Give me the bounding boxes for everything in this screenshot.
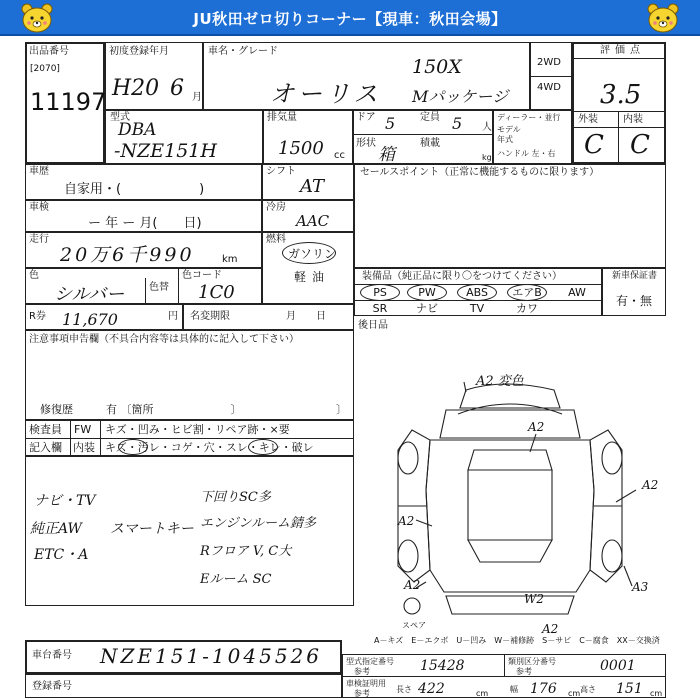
drive-4wd: 4WD: [537, 82, 561, 93]
doors-label: ドア: [356, 112, 376, 123]
load-unit: kg: [482, 153, 492, 162]
score-value: 3.5: [600, 80, 642, 110]
color-code-value: 1C0: [198, 282, 235, 303]
spec-cert-label: 車検証明用: [346, 679, 386, 688]
usage-value: 自家用・( ): [64, 182, 205, 197]
hand-note: スマートキー: [110, 521, 194, 537]
capacity-unit: 人: [482, 122, 492, 133]
inspection-label: 車検: [29, 202, 49, 213]
mark-circle: [118, 439, 148, 455]
lot-number: 11197: [30, 88, 107, 116]
sales-point-cell: [354, 164, 666, 268]
record-items: キズ・汚レ・コゲ・穴・スレ・キレ・破レ: [105, 441, 314, 454]
equipment-item: AW: [568, 286, 586, 299]
lot-sub: [2070]: [30, 64, 60, 74]
inspect-fw: FW: [74, 423, 92, 436]
hand-note: エンジンルーム錆多: [200, 516, 317, 531]
inspector-label: 検査員: [29, 423, 62, 436]
capacity-value: 5: [452, 114, 463, 133]
hand-note: 純正AW: [30, 521, 82, 537]
height-label: 高さ: [580, 685, 596, 694]
recycle-label: R券: [29, 311, 46, 322]
damage-mark: A2: [528, 420, 545, 434]
equipment-circle: [360, 284, 400, 301]
reg-month-unit: 月: [192, 92, 202, 103]
damage-mark: A2: [398, 514, 415, 528]
damage-legend: A－キズ E－エクボ U－凹み W－補修跡 S－サビ C－腐食 XX－交換済: [374, 636, 660, 645]
mileage-unit: km: [222, 254, 238, 265]
displacement-value: 1500: [278, 138, 324, 159]
equipment-item: ABS: [466, 286, 488, 299]
mileage-label: 走行: [29, 234, 49, 245]
capacity-label: 定員: [420, 112, 440, 123]
damage-mark: A3: [632, 580, 649, 594]
model-year-label: モデル: [497, 125, 521, 134]
repair-bracket-end: 〕: [336, 403, 347, 416]
ac-value: AAC: [296, 212, 330, 230]
notes-label: 注意事項申告欄（不具合内容等は具体的に記入して下さい）: [29, 334, 299, 345]
height-value: 151: [616, 681, 643, 697]
color-value: シルバー: [54, 284, 125, 305]
inspection-value: ー 年 ー 月( 日): [88, 216, 202, 231]
hand-note: ETC・A: [34, 547, 89, 563]
bear-mascot-icon: [646, 2, 680, 34]
handle-label: ハンドル 左・右: [497, 149, 556, 158]
displacement-unit: cc: [334, 150, 345, 161]
color-label: 色: [29, 270, 39, 281]
header-title: JU秋田ゼロ切りコーナー【現車：秋田会場】: [193, 10, 507, 28]
equipment-circle: [407, 284, 447, 301]
equipment-item: カワ: [516, 302, 538, 315]
width-value: 176: [530, 681, 557, 697]
interior-grade: C: [630, 130, 650, 160]
reg-month: 6: [170, 76, 184, 101]
equipment-item: [555, 301, 599, 317]
model-grade-1: 150X: [412, 56, 462, 78]
fuel-diesel: 軽油: [294, 270, 331, 284]
damage-mark: W2: [524, 592, 544, 606]
color-tone-label: 色替: [149, 282, 169, 293]
width-unit: cm: [568, 689, 581, 698]
repair-value: 有 〔箇所 〕: [106, 403, 242, 416]
hand-note: ナビ・TV: [34, 493, 96, 509]
shift-value: AT: [300, 176, 325, 197]
hand-note: Eルーム SC: [200, 572, 272, 587]
spec-class-sub: 参考: [516, 667, 532, 676]
equipment-circle: [507, 284, 547, 301]
length-value: 422: [418, 681, 445, 697]
length-unit: cm: [476, 689, 489, 698]
height-unit: cm: [650, 689, 663, 698]
ac-label: 冷房: [266, 202, 286, 213]
lot-label: 出品番号: [29, 46, 69, 57]
record-label: 記入欄: [29, 441, 62, 454]
length-label: 長さ: [396, 685, 412, 694]
spec-type-label: 型式指定番号: [346, 657, 394, 666]
warranty-value: 有・無: [616, 294, 653, 308]
equipment-item: ナビ: [416, 302, 438, 315]
registration-cell: [25, 674, 342, 698]
shape-label: 形状: [356, 138, 376, 149]
hand-note: Rフロア V, C大: [200, 544, 292, 559]
header-bar: [0, 0, 700, 36]
warranty-label: 新車保証書: [612, 271, 658, 281]
reg-year-label: 初度登録年月: [109, 46, 169, 57]
spec-type-value: 15428: [420, 658, 465, 674]
mark-circle: [248, 439, 278, 455]
equipment-item: PS: [373, 286, 387, 299]
score-label: 評価点: [600, 45, 645, 56]
model-label: 車名・グレード: [208, 46, 278, 57]
record-sub: 内装: [73, 441, 95, 454]
spec-class-label: 類別区分番号: [508, 657, 556, 666]
interior-label: 内装: [623, 114, 643, 125]
equipment-item: エアB: [512, 286, 542, 299]
equipment-label: 装備品（純正品に限り〇をつけてください）: [362, 271, 562, 282]
fuel-label: 燃料: [266, 234, 286, 245]
usage-label: 車歴: [29, 166, 49, 177]
rename-label: 名変期限: [190, 311, 230, 322]
damage-mark: A2: [542, 622, 559, 636]
sales-point-label: セールスポイント（正常に機能するものに限ります）: [360, 167, 600, 178]
displacement-label: 排気量: [267, 112, 297, 123]
reg-year-era: H20: [112, 76, 160, 101]
spare-label: スペア: [402, 621, 426, 630]
shift-label: シフト: [266, 166, 296, 177]
mileage-value: 20万6千990: [60, 244, 195, 266]
shape-value: 箱: [378, 145, 395, 165]
chassis-number: NZE151-1045526: [100, 644, 322, 668]
recycle-value: 11,670: [62, 310, 118, 329]
rename-value: 月 日: [286, 311, 326, 322]
type-line-1: DBA: [118, 120, 157, 140]
equipment-item: TV: [469, 302, 485, 315]
drive-2wd: 2WD: [537, 57, 561, 68]
repair-label: 修復歴: [40, 403, 73, 416]
color-code-label: 色コード: [182, 270, 222, 281]
spec-cert-sub: 参考: [354, 689, 370, 698]
seat-label: 後日品: [358, 320, 388, 331]
doors-value: 5: [385, 114, 396, 133]
equipment-item: SR: [372, 302, 388, 315]
fuel-gasoline: ガソリン: [288, 247, 337, 261]
recycle-unit: 円: [168, 311, 178, 322]
damage-mark-top: A2 変色: [476, 374, 524, 389]
chassis-label: 車台番号: [32, 650, 72, 661]
damage-mark: A2: [642, 478, 659, 492]
damage-mark: A2: [404, 578, 421, 592]
spec-class-value: 0001: [600, 658, 636, 674]
inspect-items: キズ・凹み・ヒビ割・リペア跡・×要: [105, 423, 290, 436]
load-label: 積載: [420, 138, 440, 149]
equipment-item: PW: [418, 286, 436, 299]
year-label: 年式: [497, 135, 513, 144]
exterior-label: 外装: [578, 114, 598, 125]
width-label: 幅: [510, 685, 518, 694]
type-label: 型式: [110, 112, 130, 123]
model-grade-2: Mパッケージ: [412, 87, 509, 106]
model-name: オーリス: [270, 80, 382, 108]
equipment-circle: [457, 284, 497, 301]
hand-note: 下回りSC多: [200, 490, 271, 505]
registration-label: 登録番号: [32, 681, 72, 692]
exterior-grade: C: [584, 130, 604, 160]
type-line-2: -NZE151H: [114, 140, 217, 162]
dealer-label: ディーラー・並行: [497, 113, 561, 122]
spec-type-sub: 参考: [354, 667, 370, 676]
